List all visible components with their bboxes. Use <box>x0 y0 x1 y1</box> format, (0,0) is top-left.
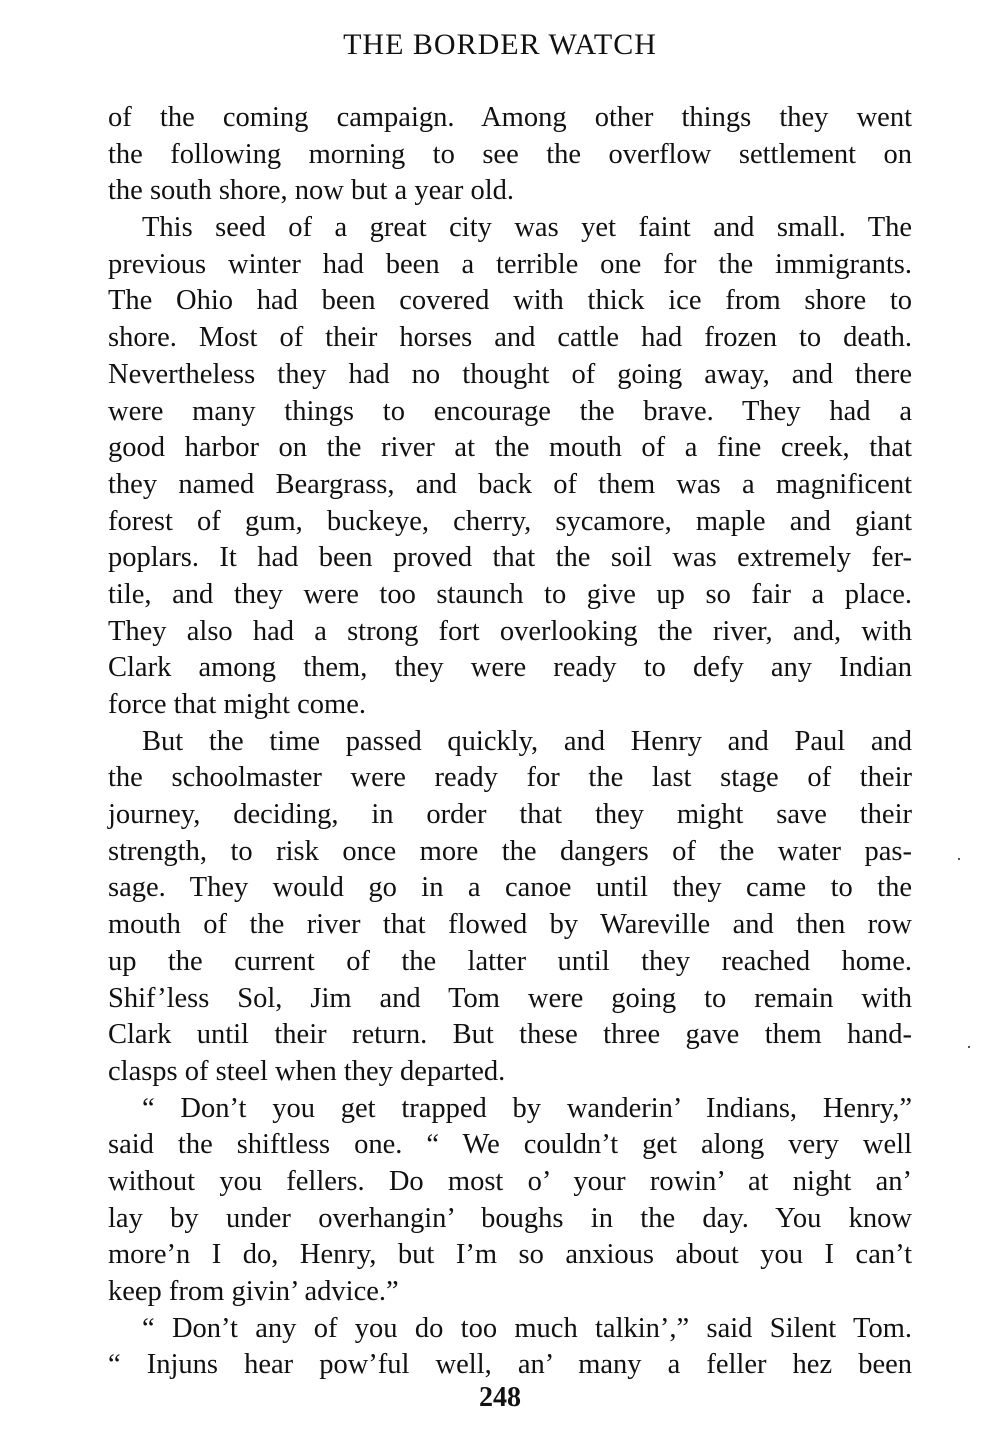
text-line: “ Injuns hear pow’ful well, an’ many a feller hez been <box>108 1349 912 1381</box>
running-header: THE BORDER WATCH <box>343 28 657 61</box>
text-line: mouth of the river that flowed by Wareville and then row <box>108 909 912 941</box>
text-line: of the coming campaign. Among other things they went <box>108 102 912 133</box>
text-line: said the shiftless one. “ We couldn’t get along very well <box>108 1129 912 1161</box>
text-line: force that might come. <box>108 689 366 720</box>
text-line: This seed of a great city was yet faint and small. The <box>142 212 912 244</box>
text-line: previous winter had been a terrible one for the immigrants. <box>108 248 912 280</box>
text-line: keep from givin’ advice.” <box>108 1276 399 1307</box>
page-body-text <box>108 100 912 1384</box>
text-line: they named Beargrass, and back of them was a magnificent <box>108 468 912 500</box>
text-line: strength, to risk once more the dangers of the water pas- <box>108 835 912 867</box>
text-line: without you fellers. Do most o’ your rowin’ at night an’ <box>108 1165 912 1197</box>
text-line: the schoolmaster were ready for the last stage of their <box>108 762 912 794</box>
text-line: sage. They would go in a canoe until they came to the <box>108 872 912 904</box>
page-number: 248 <box>479 1382 521 1413</box>
text-line: shore. Most of their horses and cattle had frozen to death. <box>108 322 912 354</box>
text-line: tile, and they were too staunch to give up so fair a place. <box>108 578 912 610</box>
text-line: forest of gum, buckeye, cherry, sycamore, maple and giant <box>108 505 912 537</box>
text-line: “ Don’t you get trapped by wanderin’ Indians, Henry,” <box>142 1092 912 1124</box>
text-line: were many things to encourage the brave. They had a <box>108 395 912 427</box>
text-line: They also had a strong fort overlooking the river, and, with <box>108 615 912 647</box>
text-line: Clark among them, they were ready to defy any Indian <box>108 652 912 684</box>
text-line: “ Don’t any of you do too much talkin’,” said Silent Tom. <box>142 1312 912 1344</box>
text-line: poplars. It had been proved that the soil was extremely fer- <box>108 542 912 574</box>
text-line: more’n I do, Henry, but I’m so anxious about you I can’t <box>108 1239 912 1271</box>
text-line: the following morning to see the overflow settlement on <box>108 138 912 170</box>
text-line: But the time passed quickly, and Henry and Paul and <box>142 725 912 757</box>
text-line: journey, deciding, in order that they might save their <box>108 799 912 831</box>
text-line: lay by under overhangin’ boughs in the day. You know <box>108 1202 912 1234</box>
text-line: Clark until their return. But these three gave them hand- <box>108 1019 912 1051</box>
text-line: clasps of steel when they departed. <box>108 1055 506 1087</box>
text-line: Nevertheless they had no thought of going away, and there <box>108 358 912 390</box>
text-line: Shif’less Sol, Jim and Tom were going to remain with <box>108 982 912 1014</box>
text-line: The Ohio had been covered with thick ice from shore to <box>108 285 912 317</box>
scan-speck <box>968 1046 970 1048</box>
text-line: good harbor on the river at the mouth of a fine creek, that <box>108 432 912 464</box>
scan-speck <box>958 858 960 860</box>
text-line: up the current of the latter until they reached home. <box>108 945 912 977</box>
text-line: the south shore, now but a year old. <box>108 175 515 207</box>
